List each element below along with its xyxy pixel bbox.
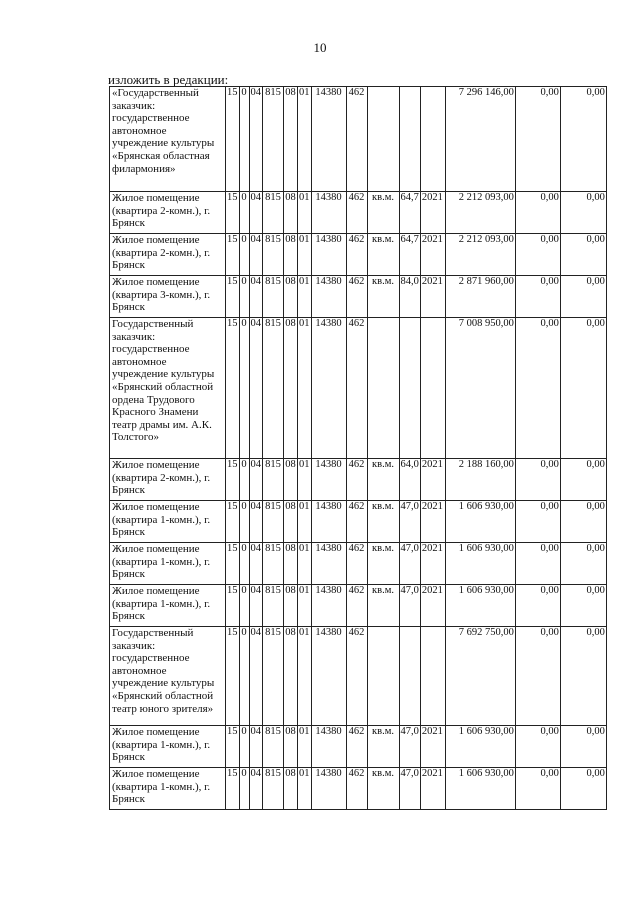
cell-name: Жилое помещение (квартира 1-комн.), г. Брянск xyxy=(110,726,226,768)
cell-v3: 0,00 xyxy=(560,234,606,276)
cell-sum: 2 188 160,00 xyxy=(445,459,515,501)
cell-c8: 462 xyxy=(346,318,367,459)
cell-area xyxy=(399,318,420,459)
cell-c4: 815 xyxy=(263,276,284,318)
table-row xyxy=(110,768,607,810)
cell-name: Жилое помещение (квартира 2-комн.), г. Брянск xyxy=(110,192,226,234)
cell-c2: 0 xyxy=(239,768,249,810)
cell-c5: 08 xyxy=(284,768,298,810)
cell-c6: 01 xyxy=(298,501,312,543)
cell-v3: 0,00 xyxy=(560,501,606,543)
cell-unit: кв.м. xyxy=(367,276,399,318)
cell-c2: 0 xyxy=(239,87,249,192)
cell-c7: 14380 xyxy=(311,501,346,543)
cell-year xyxy=(420,318,445,459)
cell-unit: кв.м. xyxy=(367,459,399,501)
cell-c6: 01 xyxy=(298,543,312,585)
cell-v2: 0,00 xyxy=(515,459,560,501)
cell-v3: 0,00 xyxy=(560,585,606,627)
cell-area xyxy=(399,627,420,726)
cell-c1: 15 xyxy=(226,459,240,501)
cell-c3: 04 xyxy=(249,234,263,276)
cell-unit xyxy=(367,627,399,726)
cell-sum: 1 606 930,00 xyxy=(445,768,515,810)
cell-v3: 0,00 xyxy=(560,276,606,318)
cell-name: Государственный заказчик: государственное автономное учреждение культуры «Брянский областной театр юного зрителя» xyxy=(110,627,226,726)
cell-c2: 0 xyxy=(239,192,249,234)
cell-c1: 15 xyxy=(226,234,240,276)
cell-year: 2021 xyxy=(420,459,445,501)
cell-c3: 04 xyxy=(249,501,263,543)
cell-c1: 15 xyxy=(226,318,240,459)
cell-c1: 15 xyxy=(226,501,240,543)
cell-sum: 7 296 146,00 xyxy=(445,87,515,192)
cell-v3: 0,00 xyxy=(560,318,606,459)
cell-c1: 15 xyxy=(226,192,240,234)
cell-c5: 08 xyxy=(284,585,298,627)
cell-unit: кв.м. xyxy=(367,501,399,543)
cell-c3: 04 xyxy=(249,87,263,192)
cell-v3: 0,00 xyxy=(560,768,606,810)
table-row xyxy=(110,318,607,459)
cell-area: 47,0 xyxy=(399,543,420,585)
cell-c4: 815 xyxy=(263,585,284,627)
cell-c7: 14380 xyxy=(311,276,346,318)
cell-c4: 815 xyxy=(263,768,284,810)
table-row xyxy=(110,192,607,234)
cell-area: 47,0 xyxy=(399,726,420,768)
cell-area: 84,0 xyxy=(399,276,420,318)
table-row xyxy=(110,459,607,501)
cell-c8: 462 xyxy=(346,585,367,627)
cell-c6: 01 xyxy=(298,726,312,768)
cell-sum: 2 212 093,00 xyxy=(445,234,515,276)
cell-c7: 14380 xyxy=(311,459,346,501)
cell-unit: кв.м. xyxy=(367,543,399,585)
cell-c5: 08 xyxy=(284,276,298,318)
cell-c4: 815 xyxy=(263,543,284,585)
cell-c2: 0 xyxy=(239,627,249,726)
cell-c3: 04 xyxy=(249,726,263,768)
table-row xyxy=(110,234,607,276)
cell-c3: 04 xyxy=(249,318,263,459)
cell-c8: 462 xyxy=(346,234,367,276)
cell-v3: 0,00 xyxy=(560,627,606,726)
cell-c1: 15 xyxy=(226,768,240,810)
cell-name: Жилое помещение (квартира 1-комн.), г. Брянск xyxy=(110,585,226,627)
cell-c7: 14380 xyxy=(311,585,346,627)
cell-area: 47,0 xyxy=(399,501,420,543)
cell-c7: 14380 xyxy=(311,192,346,234)
cell-c8: 462 xyxy=(346,276,367,318)
cell-c7: 14380 xyxy=(311,543,346,585)
table-row xyxy=(110,276,607,318)
cell-name: «Государственный заказчик: государственное автономное учреждение культуры «Брянская областная филармония» xyxy=(110,87,226,192)
cell-c1: 15 xyxy=(226,543,240,585)
page-number: 10 xyxy=(313,40,327,55)
cell-v3: 0,00 xyxy=(560,87,606,192)
cell-name: Жилое помещение (квартира 2-комн.), г. Брянск xyxy=(110,459,226,501)
cell-c8: 462 xyxy=(346,726,367,768)
cell-year: 2021 xyxy=(420,768,445,810)
cell-c6: 01 xyxy=(298,627,312,726)
cell-name: Жилое помещение (квартира 1-комн.), г. Брянск xyxy=(110,543,226,585)
cell-c5: 08 xyxy=(284,318,298,459)
cell-c2: 0 xyxy=(239,501,249,543)
cell-v3: 0,00 xyxy=(560,192,606,234)
cell-year: 2021 xyxy=(420,543,445,585)
cell-c3: 04 xyxy=(249,459,263,501)
cell-c3: 04 xyxy=(249,543,263,585)
cell-c4: 815 xyxy=(263,192,284,234)
cell-c7: 14380 xyxy=(311,768,346,810)
cell-v2: 0,00 xyxy=(515,768,560,810)
cell-c8: 462 xyxy=(346,768,367,810)
cell-year: 2021 xyxy=(420,234,445,276)
cell-year: 2021 xyxy=(420,501,445,543)
cell-sum: 1 606 930,00 xyxy=(445,501,515,543)
cell-c1: 15 xyxy=(226,276,240,318)
cell-unit xyxy=(367,318,399,459)
cell-v3: 0,00 xyxy=(560,543,606,585)
cell-sum: 7 692 750,00 xyxy=(445,627,515,726)
cell-area: 64,0 xyxy=(399,459,420,501)
cell-c1: 15 xyxy=(226,585,240,627)
cell-c6: 01 xyxy=(298,276,312,318)
cell-v2: 0,00 xyxy=(515,318,560,459)
cell-v2: 0,00 xyxy=(515,627,560,726)
cell-c3: 04 xyxy=(249,585,263,627)
cell-c5: 08 xyxy=(284,627,298,726)
intro-text: изложить в редакции: xyxy=(108,72,229,87)
cell-year xyxy=(420,627,445,726)
cell-sum: 1 606 930,00 xyxy=(445,543,515,585)
cell-year xyxy=(420,87,445,192)
cell-c5: 08 xyxy=(284,192,298,234)
cell-c4: 815 xyxy=(263,87,284,192)
cell-v2: 0,00 xyxy=(515,234,560,276)
cell-v2: 0,00 xyxy=(515,543,560,585)
cell-c8: 462 xyxy=(346,459,367,501)
table-row xyxy=(110,627,607,726)
cell-v2: 0,00 xyxy=(515,87,560,192)
cell-c4: 815 xyxy=(263,501,284,543)
cell-unit: кв.м. xyxy=(367,585,399,627)
cell-v2: 0,00 xyxy=(515,501,560,543)
table-row xyxy=(110,87,607,192)
cell-v3: 0,00 xyxy=(560,726,606,768)
cell-c6: 01 xyxy=(298,318,312,459)
cell-c1: 15 xyxy=(226,87,240,192)
cell-year: 2021 xyxy=(420,585,445,627)
cell-c6: 01 xyxy=(298,585,312,627)
cell-c1: 15 xyxy=(226,726,240,768)
cell-unit xyxy=(367,87,399,192)
cell-c8: 462 xyxy=(346,627,367,726)
cell-c5: 08 xyxy=(284,726,298,768)
cell-c5: 08 xyxy=(284,234,298,276)
cell-c1: 15 xyxy=(226,627,240,726)
cell-c2: 0 xyxy=(239,234,249,276)
cell-c4: 815 xyxy=(263,627,284,726)
cell-name: Жилое помещение (квартира 2-комн.), г. Брянск xyxy=(110,234,226,276)
cell-sum: 1 606 930,00 xyxy=(445,585,515,627)
cell-c3: 04 xyxy=(249,192,263,234)
cell-c2: 0 xyxy=(239,318,249,459)
cell-c6: 01 xyxy=(298,459,312,501)
cell-c5: 08 xyxy=(284,87,298,192)
cell-area: 64,7 xyxy=(399,234,420,276)
cell-c3: 04 xyxy=(249,276,263,318)
cell-c6: 01 xyxy=(298,234,312,276)
table-row xyxy=(110,501,607,543)
cell-c2: 0 xyxy=(239,585,249,627)
cell-unit: кв.м. xyxy=(367,192,399,234)
cell-unit: кв.м. xyxy=(367,234,399,276)
cell-v2: 0,00 xyxy=(515,726,560,768)
cell-c3: 04 xyxy=(249,627,263,726)
cell-c4: 815 xyxy=(263,726,284,768)
cell-c8: 462 xyxy=(346,543,367,585)
cell-area xyxy=(399,87,420,192)
cell-year: 2021 xyxy=(420,276,445,318)
cell-unit: кв.м. xyxy=(367,768,399,810)
cell-c8: 462 xyxy=(346,192,367,234)
cell-c7: 14380 xyxy=(311,726,346,768)
cell-name: Жилое помещение (квартира 1-комн.), г. Брянск xyxy=(110,768,226,810)
cell-year: 2021 xyxy=(420,726,445,768)
cell-sum: 2 871 960,00 xyxy=(445,276,515,318)
budget-table xyxy=(109,86,607,810)
cell-c6: 01 xyxy=(298,87,312,192)
cell-c8: 462 xyxy=(346,87,367,192)
cell-v2: 0,00 xyxy=(515,585,560,627)
cell-unit: кв.м. xyxy=(367,726,399,768)
table-row xyxy=(110,585,607,627)
cell-c4: 815 xyxy=(263,234,284,276)
cell-c7: 14380 xyxy=(311,234,346,276)
cell-area: 47,0 xyxy=(399,585,420,627)
cell-c7: 14380 xyxy=(311,627,346,726)
cell-v2: 0,00 xyxy=(515,276,560,318)
cell-area: 47,0 xyxy=(399,768,420,810)
cell-v2: 0,00 xyxy=(515,192,560,234)
cell-c2: 0 xyxy=(239,276,249,318)
cell-name: Жилое помещение (квартира 3-комн.), г. Брянск xyxy=(110,276,226,318)
cell-v3: 0,00 xyxy=(560,459,606,501)
cell-c7: 14380 xyxy=(311,318,346,459)
cell-c5: 08 xyxy=(284,501,298,543)
table-row xyxy=(110,543,607,585)
cell-c2: 0 xyxy=(239,459,249,501)
cell-sum: 2 212 093,00 xyxy=(445,192,515,234)
cell-c8: 462 xyxy=(346,501,367,543)
cell-c7: 14380 xyxy=(311,87,346,192)
cell-c2: 0 xyxy=(239,726,249,768)
cell-c5: 08 xyxy=(284,459,298,501)
cell-c5: 08 xyxy=(284,543,298,585)
cell-c2: 0 xyxy=(239,543,249,585)
cell-sum: 7 008 950,00 xyxy=(445,318,515,459)
cell-c4: 815 xyxy=(263,459,284,501)
cell-c6: 01 xyxy=(298,768,312,810)
cell-year: 2021 xyxy=(420,192,445,234)
cell-area: 64,7 xyxy=(399,192,420,234)
cell-sum: 1 606 930,00 xyxy=(445,726,515,768)
table-row xyxy=(110,726,607,768)
cell-c3: 04 xyxy=(249,768,263,810)
cell-name: Жилое помещение (квартира 1-комн.), г. Брянск xyxy=(110,501,226,543)
cell-c6: 01 xyxy=(298,192,312,234)
cell-name: Государственный заказчик: государственное автономное учреждение культуры «Брянский областной ордена Трудового Красного Знамени театр драмы им. А.К. Толстого» xyxy=(110,318,226,459)
cell-c4: 815 xyxy=(263,318,284,459)
